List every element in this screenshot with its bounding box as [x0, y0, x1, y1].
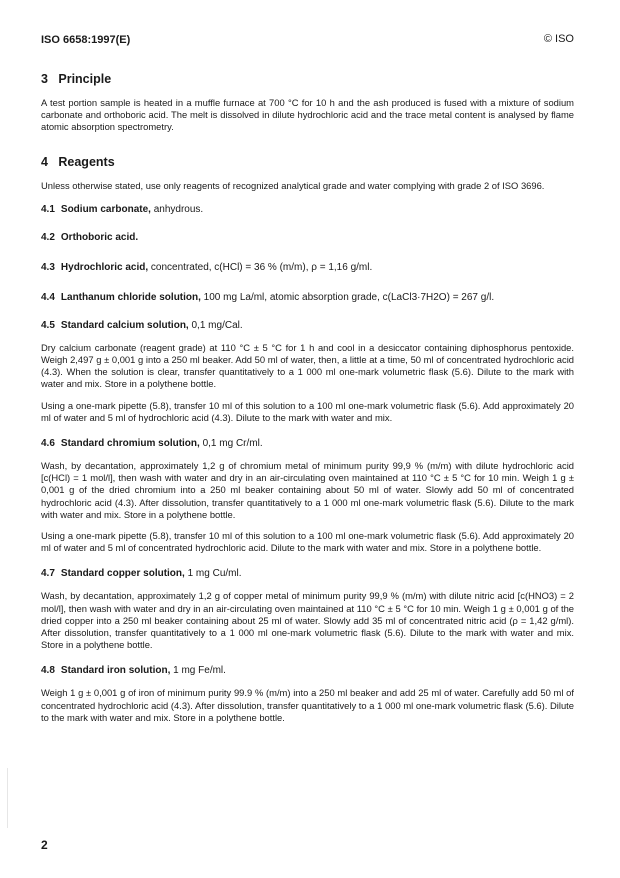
subsection-4-6-paragraph-2: Using a one-mark pipette (5.8), transfer 10 ml of this solution to a 100 ml one-mark volumetric flask (5.6). Add approximately 20 ml of water and 5 ml of concentrated hydrochloric acid. Dilute to the mark with water and mix. Store in a polythene bottle.	[41, 530, 574, 554]
subsection-number: 4.2	[41, 231, 55, 243]
subsection-detail: anhydrous.	[150, 203, 204, 215]
subsection-number: 4.6	[41, 438, 55, 450]
subsection-number: 4.8	[41, 665, 55, 677]
subsection-detail: 0,1 mg/Cal.	[188, 319, 243, 331]
subsection-4-8	[41, 664, 574, 678]
subsection-number: 4.3	[41, 261, 55, 273]
section-4-heading	[41, 154, 574, 170]
scan-margin-mark	[7, 768, 8, 828]
subsection-4-2	[41, 231, 574, 245]
subsection-name: Standard chromium solution,	[60, 438, 200, 450]
subsection-4-6-paragraph-1: Wash, by decantation, approximately 1,2 g of chromium metal of minimum purity 99,9 % (m/m) with dilute hydrochloric acid [c(HCl) = 1 mol/l], then wash with water and dry in an air-circulating oven maintained at 110 °C ± 5 °C for 10 min. Weigh 1 g ± 0,001 g of the dried chromium into a 250 ml beaker containing about 50 ml of water. Slowly add 50 ml of concentrated hydrochloric acid (4.3). After dissolution, transfer quantitatively to a 1 000 ml one-mark volumetric flask (5.6). Dilute to the mark with water and mix. Store in a polythene bottle.	[41, 460, 574, 520]
subsection-4-6	[41, 437, 574, 451]
subsection-4-4	[41, 291, 574, 305]
subsection-name: Standard iron solution,	[60, 665, 171, 677]
section-number: 4	[41, 154, 48, 169]
section-3-paragraph: A test portion sample is heated in a muffle furnace at 700 °C for 10 h and the ash produced is fused with a mixture of sodium carbonate and orthoboric acid. The melt is dissolved in dilute hydrochloric acid and the trace metal content is analysed by flame atomic absorption spectrometry.	[41, 97, 574, 133]
subsection-4-5-paragraph-1: Dry calcium carbonate (reagent grade) at 110 °C ± 5 °C for 1 h and cool in a desiccator containing diphosphorus pentoxide. Weigh 2,497 g ± 0,001 g into a 250 ml beaker. Add 50 ml of water, then, a little at a time, 50 ml of concentrated hydrochloric acid (4.3). When the solution is clear, transfer quantitatively to a 1 000 ml one-mark volumetric flask (5.6). Dilute to the mark with water and mix. Store in a polythene bottle.	[41, 341, 574, 390]
subsection-number: 4.5	[41, 319, 55, 331]
subsection-4-1	[41, 203, 574, 217]
subsection-4-5-paragraph-2: Using a one-mark pipette (5.8), transfer 10 ml of this solution to a 100 ml one-mark volumetric flask (5.6). Add approximately 20 ml of water and 5 ml of hydrochloric acid (4.3). Dilute to the mark with water and mix.	[41, 399, 574, 423]
standard-identifier: ISO 6658:1997(E)	[41, 34, 131, 46]
subsection-name: Standard calcium solution,	[60, 319, 189, 331]
subsection-4-7-paragraph-1: Wash, by decantation, approximately 1,2 g of copper metal of minimum purity 99,9 % (m/m) with dilute nitric acid [c(HNO3) = 2 mol/l], then wash with water and dry in an air-circulating oven maintained at 110 °C ± 5 °C for 10 min. Weigh 1 g ± 0,001 g of the dried copper into a 250 ml beaker containing about 25 ml of water. Slowly add 35 ml of concentrated nitric acid (ρ = 1,42 g/ml). After dissolution, transfer quantitatively to a 1 000 ml one-mark volumetric flask (5.6). Dilute to the mark with water and mix. Store in a polythene bottle.	[41, 590, 574, 651]
subsection-4-3	[41, 261, 574, 275]
subsection-detail: 1 mg Fe/ml.	[170, 665, 226, 677]
subsection-name: Standard copper solution,	[60, 568, 185, 580]
subsection-4-5	[41, 319, 574, 333]
section-title: Principle	[58, 72, 112, 86]
subsection-name: Orthoboric acid.	[60, 231, 139, 243]
subsection-name: Hydrochloric acid,	[60, 261, 149, 273]
subsection-detail: 1 mg Cu/ml.	[184, 568, 242, 580]
subsection-number: 4.7	[41, 568, 55, 580]
subsection-4-8-paragraph-1: Weigh 1 g ± 0,001 g of iron of minimum purity 99.9 % (m/m) into a 250 ml beaker and add 25 ml of water. Carefully add 50 ml of concentrated hydrochloric acid (4.3). After dissolution, transfer quantitatively to a 1 000 ml one-mark volumetric flask (5.6). Dilute to the mark with water and mix. Store in a polythene bottle.	[41, 687, 574, 723]
page-content	[41, 71, 574, 724]
subsection-name: Sodium carbonate,	[60, 203, 151, 215]
subsection-detail: 0,1 mg Cr/ml.	[199, 438, 263, 450]
section-4-intro: Unless otherwise stated, use only reagents of recognized analytical grade and water complying with grade 2 of ISO 3696.	[41, 179, 545, 191]
subsection-name: Lanthanum chloride solution,	[60, 291, 201, 303]
subsection-detail: concentrated, c(HCl) = 36 % (m/m), ρ = 1,16 g/ml.	[148, 261, 373, 273]
subsection-number: 4.4	[41, 291, 55, 303]
copyright-notice: © ISO	[543, 33, 574, 45]
page-number: 2	[41, 838, 48, 852]
subsection-number: 4.1	[41, 203, 55, 215]
section-title: Reagents	[58, 154, 115, 169]
subsection-detail: 100 mg La/ml, atomic absorption grade, c(LaCl3·7H2O) = 267 g/l.	[200, 291, 495, 303]
section-number: 3	[41, 72, 48, 86]
subsection-4-7	[41, 567, 574, 581]
section-3-heading	[41, 71, 574, 87]
